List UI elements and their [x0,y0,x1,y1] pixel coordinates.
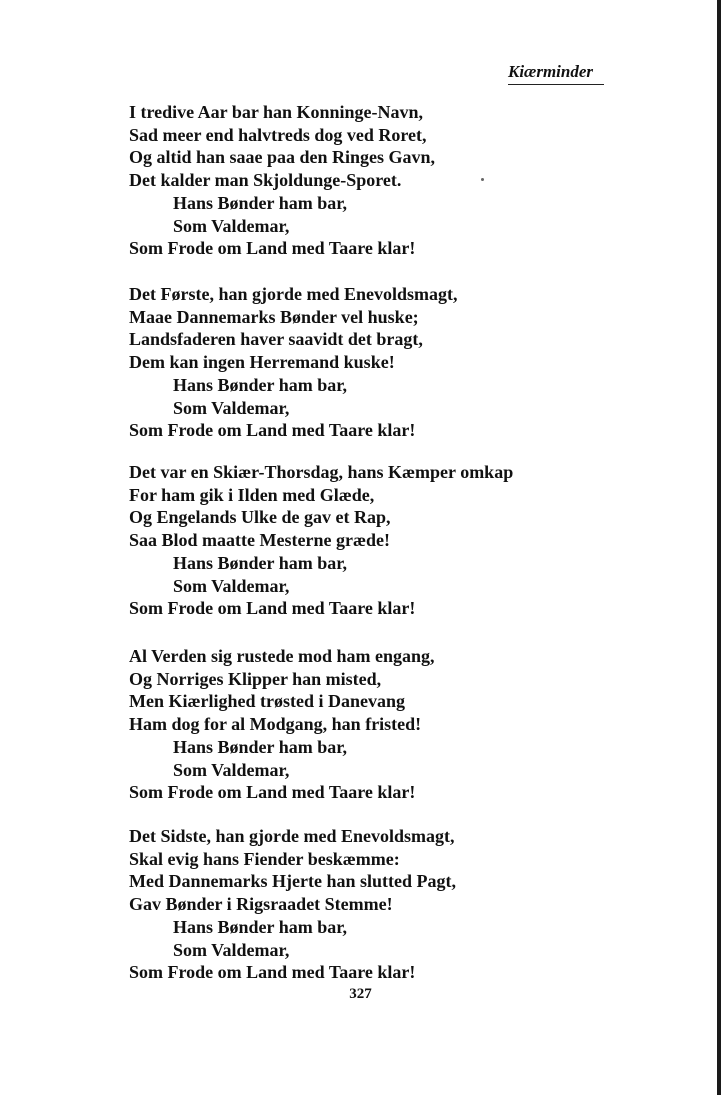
verse-line: Som Frode om Land med Taare klar! [129,238,416,259]
stanza-5 [129,825,609,984]
verse-line: Og altid han saae paa den Ringes Gavn, [129,147,436,168]
verse-line: Og Engelands Ulke de gav et Rap, [129,507,391,528]
verse-line: Som Valdemar, [173,939,290,960]
verse-line: Som Frode om Land med Taare klar! [129,420,416,441]
stanza-4 [129,645,609,804]
verse-line: Som Valdemar, [173,759,290,780]
running-header: Kiærminder [508,62,604,85]
verse-line: Det var en Skiær-Thorsdag, hans Kæmper omkap [129,462,514,482]
verse-line: Dem kan ingen Herremand kuske! [129,352,395,373]
verse-line: Skal evig hans Fiender beskæmme: [129,848,400,869]
verse-line: I tredive Aar bar han Konninge-Navn, [129,102,424,122]
verse-line: Som Frode om Land med Taare klar! [129,962,416,983]
verse-line: Som Valdemar, [173,397,290,418]
verse-line: Som Frode om Land med Taare klar! [129,782,416,803]
verse-line: Hans Bønder ham bar, [173,192,348,213]
verse-line: Hans Bønder ham bar, [173,552,348,573]
verse-line: Maae Dannemarks Bønder vel huske; [129,306,419,327]
verse-line: Som Valdemar, [173,215,290,236]
verse-line: Hans Bønder ham bar, [173,374,348,395]
stanza-1 [129,101,609,260]
verse-line: Som Frode om Land med Taare klar! [129,598,416,619]
verse-line: Landsfaderen haver saavidt det bragt, [129,329,423,350]
stanza-3 [129,461,609,620]
verse-line: For ham gik i Ilden med Glæde, [129,484,375,505]
page-number: 327 [349,986,372,1002]
verse-line: Med Dannemarks Hjerte han slutted Pagt, [129,871,456,892]
page-edge [717,0,721,1095]
verse-line: Det kalder man Skjoldunge-Sporet. [129,170,402,191]
verse-line: Som Valdemar, [173,575,290,596]
verse-line: Men Kiærlighed trøsted i Danevang [129,691,405,712]
verse-line: Det Første, han gjorde med Enevoldsmagt, [129,284,458,304]
stanza-2 [129,283,609,442]
verse-line: Al Verden sig rustede mod ham engang, [129,646,435,666]
verse-line: Hans Bønder ham bar, [173,916,348,937]
verse-line: Og Norriges Klipper han misted, [129,668,382,689]
verse-line: Saa Blod maatte Mesterne græde! [129,530,390,551]
verse-line: Det Sidste, han gjorde med Enevoldsmagt, [129,826,455,846]
verse-line: Gav Bønder i Rigsraadet Stemme! [129,894,393,915]
verse-line: Sad meer end halvtreds dog ved Roret, [129,124,427,145]
verse-line: Ham dog for al Modgang, han fristed! [129,714,422,735]
verse-line: Hans Bønder ham bar, [173,736,348,757]
